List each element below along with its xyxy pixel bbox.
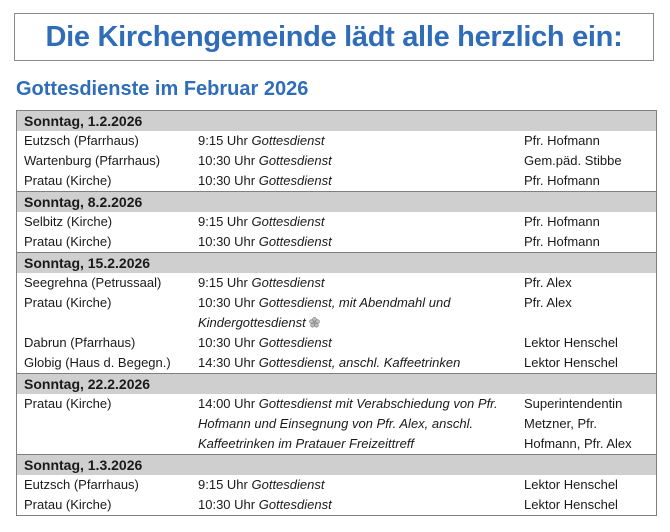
service-event bbox=[198, 333, 524, 353]
service-location: Pratau (Kirche) bbox=[24, 497, 112, 512]
service-location: Globig (Haus d. Begegn.) bbox=[24, 355, 171, 370]
service-location: Dabrun (Pfarrhaus) bbox=[24, 335, 136, 350]
service-time: 10:30 Uhr bbox=[198, 295, 259, 310]
day-group bbox=[17, 191, 656, 252]
service-row bbox=[17, 232, 656, 252]
service-row bbox=[17, 293, 656, 333]
service-location: Pratau (Kirche) bbox=[24, 396, 112, 411]
service-schedule-table bbox=[16, 110, 657, 516]
service-officiant bbox=[524, 394, 656, 454]
service-row bbox=[17, 394, 656, 454]
event-line bbox=[198, 475, 524, 495]
event-line bbox=[198, 434, 524, 454]
service-event bbox=[198, 273, 524, 293]
service-event bbox=[198, 171, 524, 191]
day-header: Sonntag, 1.3.2026 bbox=[17, 454, 656, 475]
event-text: Gottesdienst bbox=[258, 335, 332, 350]
service-officiant bbox=[524, 293, 656, 333]
officiant-line: Metzner, Pfr. bbox=[524, 416, 597, 431]
event-line bbox=[198, 414, 524, 434]
service-event bbox=[198, 394, 524, 454]
service-time: 10:30 Uhr bbox=[198, 153, 259, 168]
service-time: 9:15 Uhr bbox=[198, 133, 252, 148]
service-row bbox=[17, 212, 656, 232]
service-location: Pratau (Kirche) bbox=[24, 295, 112, 310]
event-line bbox=[198, 232, 524, 252]
officiant-line: Pfr. Hofmann bbox=[524, 214, 600, 229]
service-officiant bbox=[524, 333, 656, 353]
event-line bbox=[198, 333, 524, 353]
service-event bbox=[198, 293, 524, 333]
event-line bbox=[198, 313, 524, 333]
event-text: Gottesdienst bbox=[258, 173, 332, 188]
service-row bbox=[17, 151, 656, 171]
event-text: Gottesdienst bbox=[258, 497, 332, 512]
service-row bbox=[17, 475, 656, 495]
officiant-line: Pfr. Hofmann bbox=[524, 234, 600, 249]
service-event bbox=[198, 212, 524, 232]
event-text: Gottesdienst, anschl. Kaffeetrinken bbox=[258, 355, 461, 370]
officiant-line: Superintendentin bbox=[524, 396, 623, 411]
service-time: 14:00 Uhr bbox=[198, 396, 259, 411]
service-time: 14:30 Uhr bbox=[198, 355, 259, 370]
page-title: Die Kirchengemeinde lädt alle herzlich ein: bbox=[45, 20, 623, 53]
event-text: Gottesdienst bbox=[258, 234, 332, 249]
officiant-line: Pfr. Alex bbox=[524, 275, 572, 290]
event-line bbox=[198, 151, 524, 171]
day-header: Sonntag, 8.2.2026 bbox=[17, 191, 656, 212]
service-time: 10:30 Uhr bbox=[198, 497, 259, 512]
service-row bbox=[17, 495, 656, 515]
section-title: Gottesdienste im Februar 2026 bbox=[16, 78, 309, 100]
service-time: 9:15 Uhr bbox=[198, 275, 252, 290]
event-text: Gottesdienst bbox=[251, 133, 325, 148]
service-time: 10:30 Uhr bbox=[198, 234, 259, 249]
service-event bbox=[198, 495, 524, 515]
service-time: 10:30 Uhr bbox=[198, 335, 259, 350]
day-header: Sonntag, 15.2.2026 bbox=[17, 252, 656, 273]
service-officiant bbox=[524, 131, 656, 151]
service-event bbox=[198, 151, 524, 171]
officiant-line: Lektor Henschel bbox=[524, 497, 618, 512]
event-text: Kaffeetrinken im Pratauer Freizeittreff bbox=[198, 436, 415, 451]
officiant-line: Gem.päd. Stibbe bbox=[524, 153, 622, 168]
service-event bbox=[198, 475, 524, 495]
service-time: 10:30 Uhr bbox=[198, 173, 259, 188]
event-line bbox=[198, 171, 524, 191]
service-row bbox=[17, 353, 656, 373]
event-text: Kindergottesdienst bbox=[198, 315, 306, 330]
day-group bbox=[17, 252, 656, 373]
service-location: Eutzsch (Pfarrhaus) bbox=[24, 133, 139, 148]
event-line bbox=[198, 495, 524, 515]
service-location: Selbitz (Kirche) bbox=[24, 214, 113, 229]
day-header: Sonntag, 22.2.2026 bbox=[17, 373, 656, 394]
service-officiant bbox=[524, 475, 656, 495]
service-row bbox=[17, 333, 656, 353]
event-line bbox=[198, 353, 524, 373]
service-officiant bbox=[524, 495, 656, 515]
day-group bbox=[17, 373, 656, 454]
service-officiant bbox=[524, 151, 656, 171]
event-line bbox=[198, 212, 524, 232]
service-location: Pratau (Kirche) bbox=[24, 234, 112, 249]
service-officiant bbox=[524, 212, 656, 232]
day-header: Sonntag, 1.2.2026 bbox=[17, 111, 656, 131]
event-text: Gottesdienst mit Verabschiedung von Pfr. bbox=[258, 396, 498, 411]
service-row bbox=[17, 273, 656, 293]
title-box bbox=[14, 13, 654, 61]
service-location: Seegrehna (Petrussaal) bbox=[24, 275, 162, 290]
service-event bbox=[198, 353, 524, 373]
event-line bbox=[198, 293, 524, 313]
event-text: Hofmann und Einsegnung von Pfr. Alex, anschl. bbox=[198, 416, 474, 431]
service-location: Pratau (Kirche) bbox=[24, 173, 112, 188]
officiant-line: Pfr. Hofmann bbox=[524, 173, 600, 188]
day-group bbox=[17, 111, 656, 191]
officiant-line: Pfr. Hofmann bbox=[524, 133, 600, 148]
service-officiant bbox=[524, 353, 656, 373]
kindergottesdienst-icon bbox=[309, 314, 320, 325]
officiant-line: Lektor Henschel bbox=[524, 335, 618, 350]
officiant-line: Lektor Henschel bbox=[524, 477, 618, 492]
service-event bbox=[198, 232, 524, 252]
day-group bbox=[17, 454, 656, 515]
service-event bbox=[198, 131, 524, 151]
service-officiant bbox=[524, 171, 656, 191]
event-line bbox=[198, 131, 524, 151]
event-text: Gottesdienst bbox=[258, 153, 332, 168]
officiant-line: Pfr. Alex bbox=[524, 295, 572, 310]
officiant-line: Hofmann, Pfr. Alex bbox=[524, 436, 632, 451]
service-location: Wartenburg (Pfarrhaus) bbox=[24, 153, 161, 168]
service-row bbox=[17, 171, 656, 191]
event-line bbox=[198, 273, 524, 293]
service-time: 9:15 Uhr bbox=[198, 477, 252, 492]
service-officiant bbox=[524, 273, 656, 293]
service-location: Eutzsch (Pfarrhaus) bbox=[24, 477, 139, 492]
event-line bbox=[198, 394, 524, 414]
service-officiant bbox=[524, 232, 656, 252]
event-text: Gottesdienst, mit Abendmahl und bbox=[258, 295, 451, 310]
event-text: Gottesdienst bbox=[251, 477, 325, 492]
event-text: Gottesdienst bbox=[251, 275, 325, 290]
service-row bbox=[17, 131, 656, 151]
officiant-line: Lektor Henschel bbox=[524, 355, 618, 370]
event-text: Gottesdienst bbox=[251, 214, 325, 229]
service-time: 9:15 Uhr bbox=[198, 214, 252, 229]
